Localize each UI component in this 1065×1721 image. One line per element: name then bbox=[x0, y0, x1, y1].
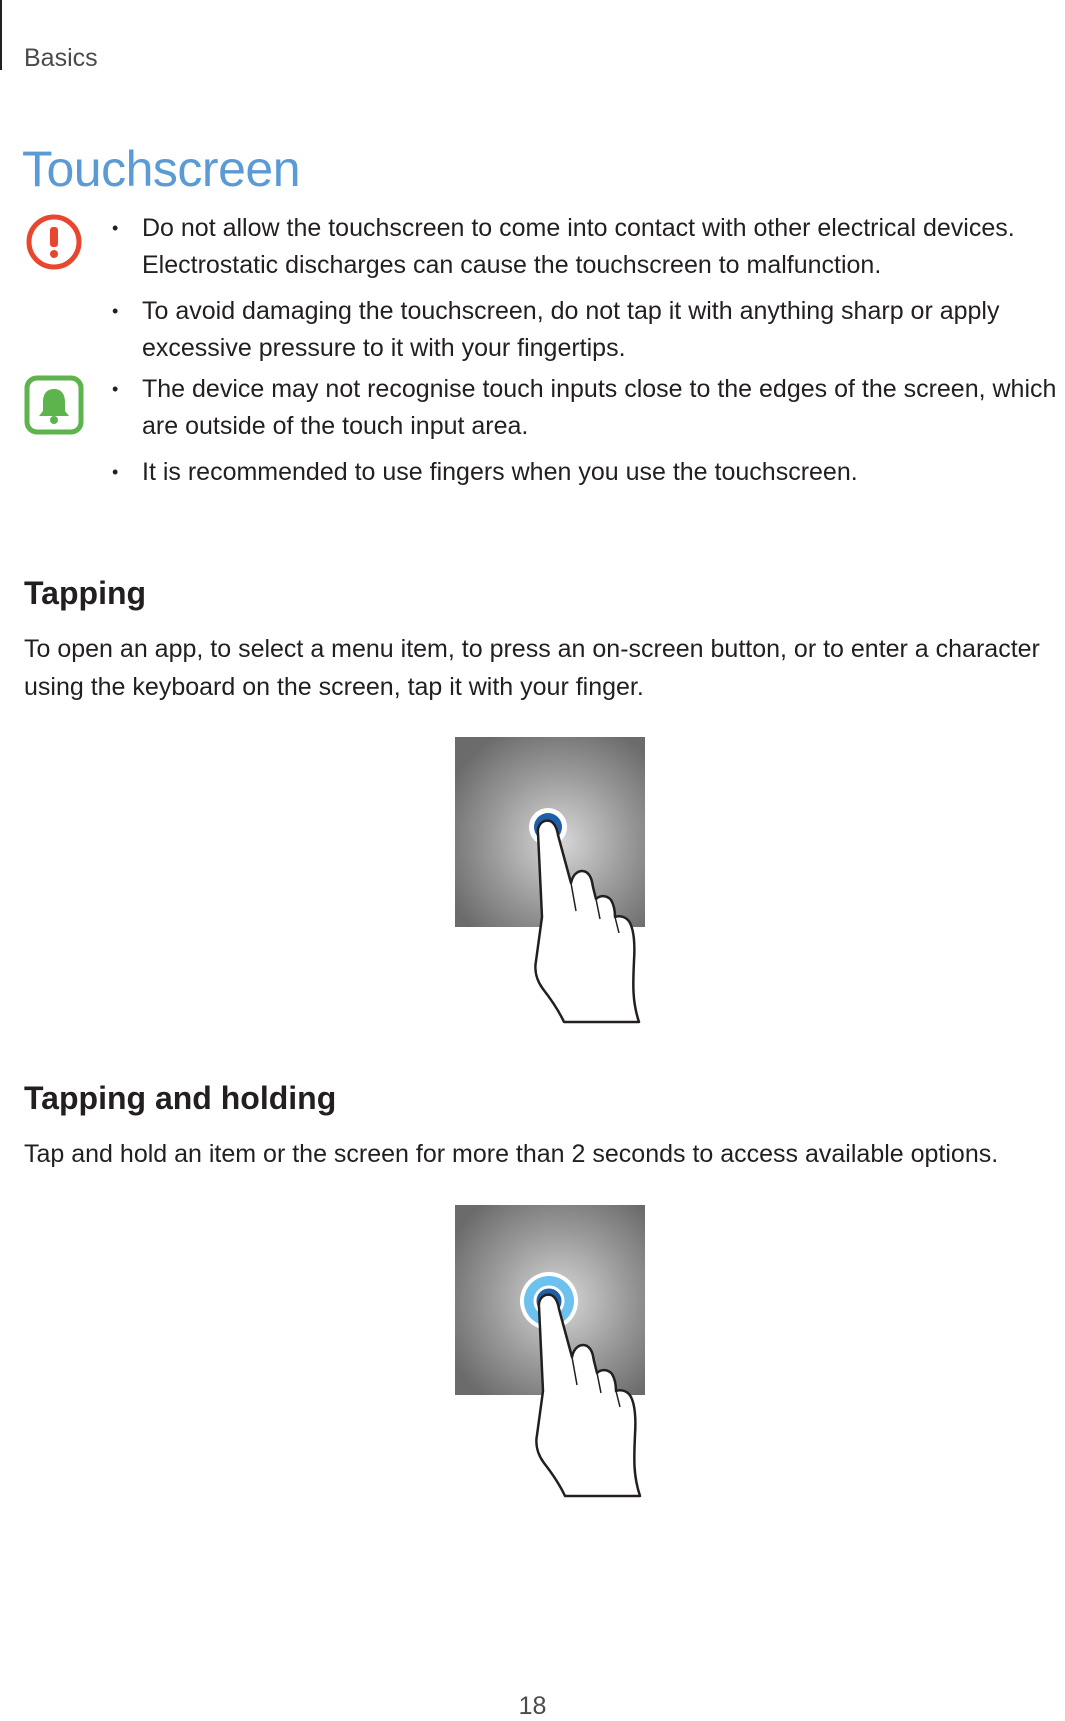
section-heading-tapping: Tapping bbox=[24, 575, 147, 611]
page-title: Touchscreen bbox=[22, 141, 300, 197]
note-bell-icon bbox=[24, 375, 84, 435]
note-list bbox=[112, 371, 1062, 500]
tap-gesture-illustration bbox=[440, 735, 670, 1025]
caution-item: • Do not allow the touchscreen to come into contact with other electrical devices. Electrostatic discharges can cause the touchscreen to malfunction. bbox=[112, 210, 1062, 284]
section-text-tapping-holding: Tap and hold an item or the screen for more than 2 seconds to access available options. bbox=[24, 1140, 999, 1168]
section-text-tapping: To open an app, to select a menu item, to press an on-screen button, or to enter a character using the keyboard on the screen, tap it with your finger. bbox=[24, 635, 1040, 701]
running-header: Basics bbox=[24, 44, 98, 72]
page-margin-rule bbox=[0, 0, 2, 70]
tap-hold-gesture-illustration bbox=[440, 1203, 670, 1503]
section-heading-tapping-holding: Tapping and holding bbox=[24, 1080, 337, 1116]
note-item: • The device may not recognise touch inputs close to the edges of the screen, which are outside of the touch input area. bbox=[112, 371, 1062, 445]
caution-exclamation-icon bbox=[24, 212, 84, 272]
note-item: • It is recommended to use fingers when you use the touchscreen. bbox=[112, 454, 1062, 491]
caution-list bbox=[112, 210, 1062, 376]
caution-item: • To avoid damaging the touchscreen, do not tap it with anything sharp or apply excessive pressure to it with your fingertips. bbox=[112, 293, 1062, 367]
page-number: 18 bbox=[518, 1692, 547, 1720]
